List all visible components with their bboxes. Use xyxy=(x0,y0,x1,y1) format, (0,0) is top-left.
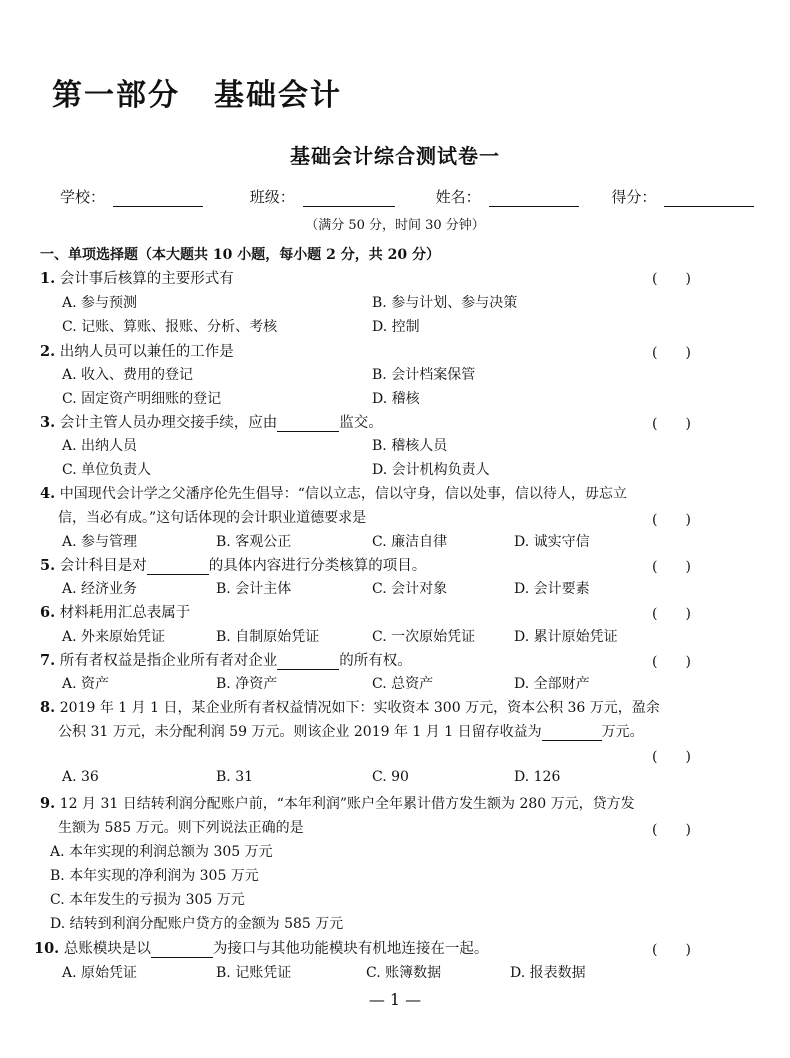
q7-option-c[interactable]: C. 总资产 xyxy=(372,676,434,692)
answer-paren-6[interactable]: ( ) xyxy=(652,606,691,622)
question-4-cont: 信，当必有成。”这句话体现的会计职业道德要求是 xyxy=(58,510,367,526)
q8-option-c[interactable]: C. 90 xyxy=(372,769,409,785)
q9-option-c[interactable]: C. 本年发生的亏损为 305 万元 xyxy=(50,892,245,908)
q7-blank[interactable] xyxy=(277,655,339,670)
question-9-cont: 生额为 585 万元。则下列说法正确的是 xyxy=(58,820,304,836)
question-6: 6. 材料耗用汇总表属于 xyxy=(40,604,191,621)
answer-paren-5[interactable]: ( ) xyxy=(652,559,691,575)
q8-option-b[interactable]: B. 31 xyxy=(216,769,254,785)
q3-blank[interactable] xyxy=(277,417,339,432)
q5-option-d[interactable]: D. 会计要素 xyxy=(514,581,590,597)
score-label: 得分： xyxy=(611,188,657,206)
q8-option-d[interactable]: D. 126 xyxy=(514,769,561,785)
q1-option-c[interactable]: C. 记账、算账、报账、分析、考核 xyxy=(62,319,278,335)
school-field[interactable] xyxy=(113,190,203,207)
q2-option-b[interactable]: B. 会计档案保管 xyxy=(372,367,476,383)
question-5: 5. 会计科目是对 的具体内容进行分类核算的项目。 xyxy=(40,557,427,574)
answer-paren-10[interactable]: ( ) xyxy=(652,942,691,958)
exam-subtitle: （满分 50 分，时间 30 分钟） xyxy=(305,218,485,233)
q6-option-a[interactable]: A. 外来原始凭证 xyxy=(62,629,166,645)
q4-option-b[interactable]: B. 客观公正 xyxy=(216,534,292,550)
question-8: 8. 2019 年 1 月 1 日，某企业所有者权益情况如下：实收资本 300 万元，资本公积 36 万元，盈余 xyxy=(40,699,660,716)
answer-paren-7[interactable]: ( ) xyxy=(652,654,691,670)
answer-paren-3[interactable]: ( ) xyxy=(652,416,691,432)
q4-option-c[interactable]: C. 廉洁自律 xyxy=(372,534,448,550)
q1-option-b[interactable]: B. 参与计划、参与决策 xyxy=(372,295,518,311)
school-label: 学校： xyxy=(60,188,106,206)
q10-option-a[interactable]: A. 原始凭证 xyxy=(62,965,138,981)
answer-paren-9[interactable]: ( ) xyxy=(652,822,691,838)
question-7: 7. 所有者权益是指企业所有者对企业 的所有权。 xyxy=(40,652,412,669)
q3-option-c[interactable]: C. 单位负责人 xyxy=(62,462,152,478)
q4-option-d[interactable]: D. 诚实守信 xyxy=(514,534,590,550)
q7-option-a[interactable]: A. 资产 xyxy=(62,676,110,692)
part-title xyxy=(52,70,342,114)
q2-option-c[interactable]: C. 固定资产明细账的登记 xyxy=(62,391,222,407)
student-info-row xyxy=(60,186,754,207)
class-label: 班级： xyxy=(249,188,295,206)
part-title-a: 第一部分 xyxy=(52,78,180,113)
q10-option-b[interactable]: B. 记账凭证 xyxy=(216,965,292,981)
q2-option-d[interactable]: D. 稽核 xyxy=(372,391,420,407)
answer-paren-8[interactable]: ( ) xyxy=(652,749,691,765)
exam-title: 基础会计综合测试卷一 xyxy=(290,144,500,168)
name-field[interactable] xyxy=(489,190,579,207)
q1-option-d[interactable]: D. 控制 xyxy=(372,319,420,335)
question-9: 9. 12 月 31 日结转利润分配账户前，“本年利润”账户全年累计借方发生额为 280 万元，贷方发 xyxy=(40,795,635,812)
q7-option-d[interactable]: D. 全部财产 xyxy=(514,676,590,692)
page-number: — 1 — xyxy=(368,990,422,1009)
question-8-cont: 公积 31 万元，未分配利润 59 万元。则该企业 2019 年 1 月 1 日留存收益为 万元。 xyxy=(58,724,644,740)
q8-blank[interactable] xyxy=(542,726,602,741)
q9-option-d[interactable]: D. 结转到利润分配账户贷方的金额为 585 万元 xyxy=(50,916,344,932)
q4-option-a[interactable]: A. 参与管理 xyxy=(62,534,138,550)
name-label: 姓名： xyxy=(435,188,481,206)
q3-option-a[interactable]: A. 出纳人员 xyxy=(62,438,138,454)
section-heading: 一、单项选择题（本大题共 10 小题，每小题 2 分，共 20 分） xyxy=(40,247,440,263)
answer-paren-2[interactable]: ( ) xyxy=(652,345,691,361)
class-field[interactable] xyxy=(303,190,395,207)
q6-option-d[interactable]: D. 累计原始凭证 xyxy=(514,629,618,645)
q10-blank[interactable] xyxy=(151,943,213,958)
question-4: 4. 中国现代会计学之父潘序伦先生倡导：“信以立志，信以守身，信以处事，信以待人，毋忘立 xyxy=(40,485,627,502)
q8-option-a[interactable]: A. 36 xyxy=(62,769,99,785)
q2-option-a[interactable]: A. 收入、费用的登记 xyxy=(62,367,194,383)
q5-option-b[interactable]: B. 会计主体 xyxy=(216,581,292,597)
q3-option-b[interactable]: B. 稽核人员 xyxy=(372,438,448,454)
q1-option-a[interactable]: A. 参与预测 xyxy=(62,295,138,311)
q10-option-c[interactable]: C. 账簿数据 xyxy=(366,965,442,981)
q3-option-d[interactable]: D. 会计机构负责人 xyxy=(372,462,490,478)
score-field[interactable] xyxy=(664,190,754,207)
part-title-b: 基础会计 xyxy=(214,78,342,113)
q10-option-d[interactable]: D. 报表数据 xyxy=(510,965,586,981)
q6-option-c[interactable]: C. 一次原始凭证 xyxy=(372,629,476,645)
q9-option-a[interactable]: A. 本年实现的利润总额为 305 万元 xyxy=(50,844,273,860)
q5-option-c[interactable]: C. 会计对象 xyxy=(372,581,448,597)
q6-option-b[interactable]: B. 自制原始凭证 xyxy=(216,629,320,645)
q9-option-b[interactable]: B. 本年实现的净利润为 305 万元 xyxy=(50,868,259,884)
answer-paren-4[interactable]: ( ) xyxy=(652,512,691,528)
q5-option-a[interactable]: A. 经济业务 xyxy=(62,581,138,597)
question-10: 10. 总账模块是以 为接口与其他功能模块有机地连接在一起。 xyxy=(34,940,489,957)
q7-option-b[interactable]: B. 净资产 xyxy=(216,676,278,692)
question-2: 2. 出纳人员可以兼任的工作是 xyxy=(40,343,234,360)
q5-blank[interactable] xyxy=(147,560,209,575)
question-3: 3. 会计主管人员办理交接手续，应由 监交。 xyxy=(40,414,383,431)
question-1: 1. 会计事后核算的主要形式有 xyxy=(40,270,234,287)
answer-paren-1[interactable]: ( ) xyxy=(652,271,691,287)
